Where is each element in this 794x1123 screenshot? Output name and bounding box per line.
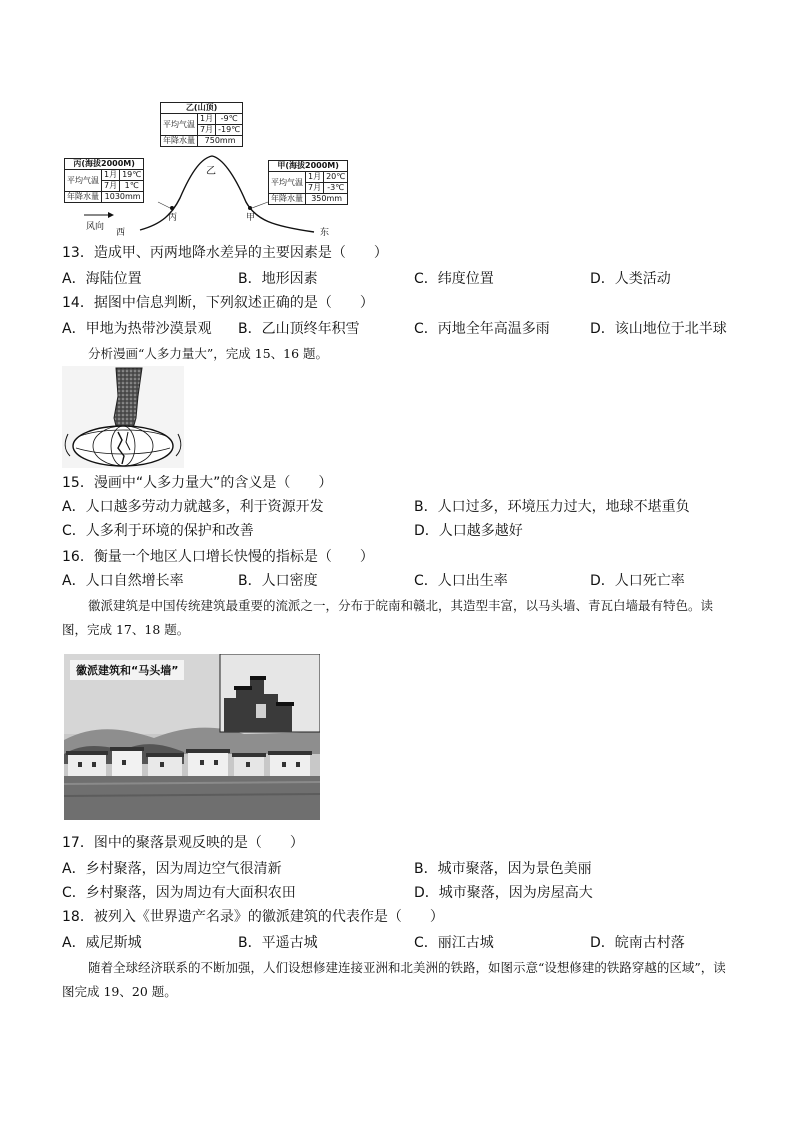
q15-stem: 15．漫画中“人多力量大”的含义是（ ） [62,475,333,491]
q16-option-b[interactable]: B．人口密度 [238,573,318,589]
q17-option-a[interactable]: A．乡村聚落，因为周边空气很清新 [62,861,282,877]
west-jan-label: 1月 [102,170,120,181]
peak-table-title: 乙(山顶) [161,103,243,114]
q14-option-b[interactable]: B．乙山顶终年积雪 [238,321,360,337]
q16-stem: 16．衡量一个地区人口增长快慢的指标是（ ） [62,549,374,565]
west-jul-value: 1℃ [120,181,144,192]
west-direction-label: 西 [116,228,126,238]
peak-jul-value: -19℃ [216,125,243,136]
intro-17-18-text: 徽派建筑是中国传统建筑最重要的流派之一，分布于皖南和赣北，其造型丰富，以马头墙、青瓦白墙最有特色。读图，完成 17、18 题。 [62,598,714,637]
intro-19-20 [62,956,734,1004]
east-jan-label: 1月 [306,172,324,183]
east-precip-label: 年降水量 [269,194,306,205]
q15-option-b[interactable]: B．人口过多，环境压力过大，地球不堪重负 [414,499,690,515]
peak-jan-value: -9℃ [216,114,243,125]
west-point-label: 丙 [168,213,178,223]
q15-option-d[interactable]: D．人口越多越好 [414,523,523,539]
peak-jan-label: 1月 [198,114,216,125]
west-table-title: 丙(海拔2000M) [65,159,144,170]
peak-climate-table [160,102,243,147]
q13-option-d[interactable]: D．人类活动 [590,271,671,287]
wind-arrow-head [108,212,114,218]
peak-precip-label: 年降水量 [161,136,198,147]
q18-option-c[interactable]: C．丽江古城 [414,935,494,951]
q15-option-c[interactable]: C．人多利于环境的保护和改善 [62,523,254,539]
mountain-figure [62,98,368,238]
huizhou-photo [64,654,320,820]
cartoon-drawing [62,366,184,468]
west-table-pointer [158,202,170,208]
q16-option-a[interactable]: A．人口自然增长率 [62,573,184,589]
east-direction-label: 东 [320,228,330,238]
east-jul-label: 7月 [306,183,324,194]
q18-option-a[interactable]: A．威尼斯城 [62,935,142,951]
q16-option-d[interactable]: D．人口死亡率 [590,573,685,589]
east-precip-value: 350mm [306,194,348,205]
west-temp-label: 平均气温 [65,170,102,192]
q17-option-b[interactable]: B．城市聚落，因为景色美丽 [414,861,592,877]
peak-temp-label: 平均气温 [161,114,198,136]
intro-15-16 [62,342,734,366]
peak-precip-value: 750mm [198,136,243,147]
q14-option-c[interactable]: C．丙地全年高温多雨 [414,321,550,337]
east-table-title: 甲(海拔2000M) [269,161,348,172]
west-precip-value: 1030mm [102,192,144,203]
q17-option-c[interactable]: C．乡村聚落，因为周边有大面积农田 [62,885,296,901]
q14-stem: 14．据图中信息判断，下列叙述正确的是（ ） [62,295,374,311]
q14-option-d[interactable]: D．该山地位于北半球 [590,321,727,337]
q15-option-a[interactable]: A．人口越多劳动力就越多，利于资源开发 [62,499,324,515]
q13-option-b[interactable]: B．地形因素 [238,271,318,287]
west-climate-table [64,158,144,203]
west-precip-label: 年降水量 [65,192,102,203]
q17-option-d[interactable]: D．城市聚落，因为房屋高大 [414,885,593,901]
east-jan-value: 20℃ [324,172,348,183]
q13-option-c[interactable]: C．纬度位置 [414,271,494,287]
west-jul-label: 7月 [102,181,120,192]
west-jan-value: 19℃ [120,170,144,181]
photo-caption: 徽派建筑和“马头墙” [70,660,184,680]
intro-15-16-text: 分析漫画“人多力量大”，完成 15、16 题。 [88,346,329,361]
wind-label: 风向 [86,222,105,232]
cartoon-image [62,366,184,468]
q18-option-d[interactable]: D．皖南古村落 [590,935,685,951]
east-point-label: 甲 [246,213,256,223]
east-jul-value: -3℃ [324,183,348,194]
q18-option-b[interactable]: B．平遥古城 [238,935,318,951]
q13-option-a[interactable]: A．海陆位置 [62,271,142,287]
intro-19-20-text: 随着全球经济联系的不断加强，人们设想修建连接亚洲和北美洲的铁路，如图示意“设想修建的铁路穿越的区域”，读图完成 19、20 题。 [62,960,726,999]
east-table-pointer [252,202,268,208]
q13-stem: 13．造成甲、丙两地降水差异的主要因素是（ ） [62,245,388,261]
peak-jul-label: 7月 [198,125,216,136]
q18-stem: 18．被列入《世界遗产名录》的徽派建筑的代表作是（ ） [62,909,444,925]
q16-option-c[interactable]: C．人口出生率 [414,573,508,589]
q14-option-a[interactable]: A．甲地为热带沙漠景观 [62,321,212,337]
peak-label: 乙 [206,166,216,177]
intro-17-18 [62,594,734,642]
east-climate-table [268,160,348,205]
q17-stem: 17．图中的聚落景观反映的是（ ） [62,835,304,851]
east-temp-label: 平均气温 [269,172,306,194]
